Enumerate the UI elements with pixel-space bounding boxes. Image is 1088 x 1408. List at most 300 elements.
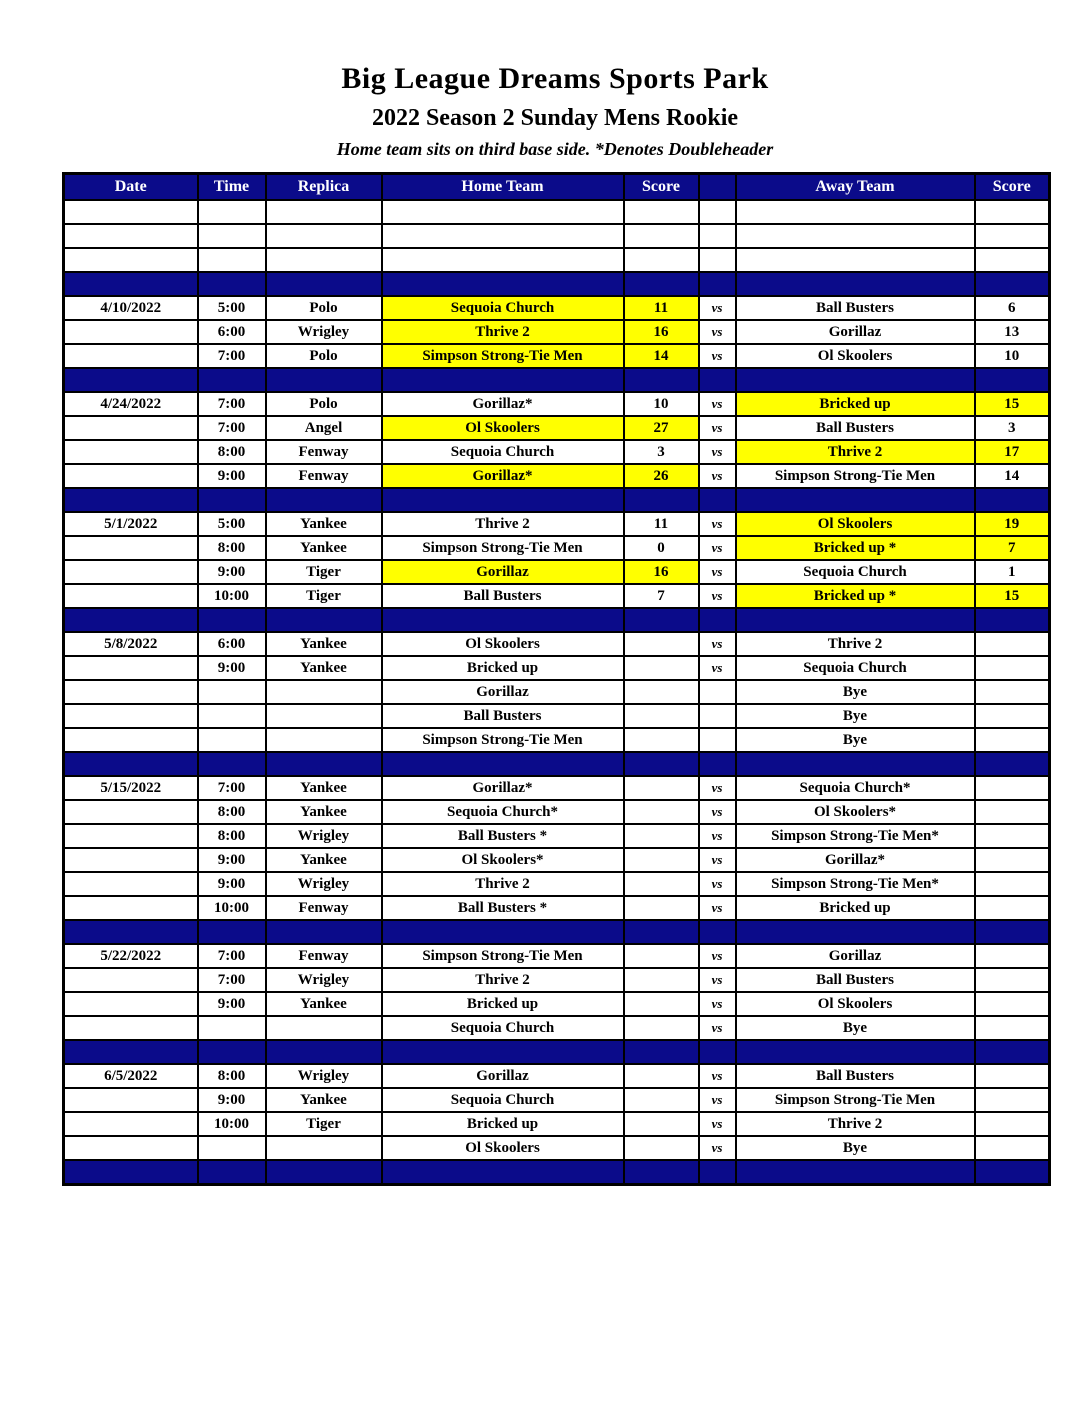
cell-vs — [699, 200, 736, 224]
cell-time: 6:00 — [198, 632, 266, 656]
cell-date — [64, 824, 198, 848]
cell-vs: vs — [699, 464, 736, 488]
cell-vs — [699, 272, 736, 296]
cell-away-team: Simpson Strong-Tie Men* — [736, 872, 975, 896]
cell-home-score: 11 — [624, 512, 699, 536]
cell-date — [64, 536, 198, 560]
cell-home-team: Ball Busters * — [382, 824, 624, 848]
cell-vs — [699, 920, 736, 944]
cell-away-team: Sequoia Church* — [736, 776, 975, 800]
separator-row — [64, 752, 1050, 776]
col-header-away-score: Score — [975, 174, 1050, 201]
cell-vs: vs — [699, 536, 736, 560]
cell-home-team: Thrive 2 — [382, 872, 624, 896]
cell-home-score — [624, 920, 699, 944]
col-header-replica: Replica — [266, 174, 382, 201]
cell-home-team: Bricked up — [382, 1112, 624, 1136]
cell-replica — [266, 272, 382, 296]
cell-home-team: Ball Busters — [382, 584, 624, 608]
game-row — [64, 800, 1050, 824]
cell-replica: Wrigley — [266, 968, 382, 992]
cell-date — [64, 344, 198, 368]
cell-away-score — [975, 656, 1050, 680]
cell-vs: vs — [699, 344, 736, 368]
cell-vs: vs — [699, 392, 736, 416]
cell-away-team: Bye — [736, 1016, 975, 1040]
cell-date — [64, 248, 198, 272]
cell-away-score — [975, 968, 1050, 992]
cell-away-score: 3 — [975, 416, 1050, 440]
cell-vs: vs — [699, 872, 736, 896]
cell-home-score — [624, 968, 699, 992]
cell-home-team — [382, 200, 624, 224]
cell-time — [198, 752, 266, 776]
cell-away-team: Ball Busters — [736, 416, 975, 440]
cell-home-team: Sequoia Church — [382, 296, 624, 320]
cell-replica: Yankee — [266, 512, 382, 536]
cell-home-team — [382, 1160, 624, 1184]
cell-time — [198, 200, 266, 224]
cell-replica: Wrigley — [266, 872, 382, 896]
cell-replica — [266, 704, 382, 728]
cell-date — [64, 200, 198, 224]
col-header-home-score: Score — [624, 174, 699, 201]
cell-time — [198, 704, 266, 728]
cell-away-score — [975, 896, 1050, 920]
cell-away-team — [736, 368, 975, 392]
cell-vs: vs — [699, 992, 736, 1016]
separator-row — [64, 488, 1050, 512]
cell-home-team — [382, 272, 624, 296]
cell-home-team: Thrive 2 — [382, 320, 624, 344]
cell-replica: Polo — [266, 392, 382, 416]
cell-vs: vs — [699, 968, 736, 992]
cell-home-score — [624, 944, 699, 968]
cell-away-score — [975, 368, 1050, 392]
cell-replica — [266, 200, 382, 224]
cell-away-team: Bricked up * — [736, 536, 975, 560]
cell-away-team — [736, 1040, 975, 1064]
cell-away-team — [736, 248, 975, 272]
cell-vs: vs — [699, 944, 736, 968]
game-row — [64, 848, 1050, 872]
cell-replica: Wrigley — [266, 824, 382, 848]
cell-date — [64, 656, 198, 680]
separator-row — [64, 1160, 1050, 1184]
cell-time — [198, 1136, 266, 1160]
cell-vs — [699, 488, 736, 512]
cell-home-team: Gorillaz* — [382, 392, 624, 416]
cell-away-score: 1 — [975, 560, 1050, 584]
cell-away-score — [975, 680, 1050, 704]
cell-date — [64, 560, 198, 584]
cell-away-team: Sequoia Church — [736, 656, 975, 680]
cell-date — [64, 464, 198, 488]
cell-replica: Tiger — [266, 1112, 382, 1136]
cell-date — [64, 1112, 198, 1136]
cell-away-score: 15 — [975, 584, 1050, 608]
cell-away-team: Ol Skoolers — [736, 344, 975, 368]
cell-date: 4/10/2022 — [64, 296, 198, 320]
cell-away-score: 7 — [975, 536, 1050, 560]
cell-away-team: Thrive 2 — [736, 1112, 975, 1136]
cell-away-team: Simpson Strong-Tie Men — [736, 464, 975, 488]
cell-away-score — [975, 1064, 1050, 1088]
cell-time — [198, 224, 266, 248]
cell-replica — [266, 608, 382, 632]
blank-row — [64, 224, 1050, 248]
cell-away-score — [975, 1112, 1050, 1136]
game-row — [64, 536, 1050, 560]
cell-away-score — [975, 704, 1050, 728]
cell-home-score — [624, 1016, 699, 1040]
cell-vs: vs — [699, 320, 736, 344]
cell-away-score — [975, 200, 1050, 224]
cell-time: 7:00 — [198, 344, 266, 368]
cell-date — [64, 608, 198, 632]
cell-time — [198, 1160, 266, 1184]
cell-vs: vs — [699, 1016, 736, 1040]
cell-vs: vs — [699, 1136, 736, 1160]
game-row — [64, 656, 1050, 680]
cell-vs — [699, 752, 736, 776]
cell-home-score — [624, 800, 699, 824]
schedule-table — [62, 172, 1051, 1186]
cell-time — [198, 1016, 266, 1040]
cell-date — [64, 728, 198, 752]
cell-time: 9:00 — [198, 848, 266, 872]
cell-vs: vs — [699, 1064, 736, 1088]
cell-home-score: 10 — [624, 392, 699, 416]
cell-away-team: Bricked up — [736, 392, 975, 416]
cell-replica: Angel — [266, 416, 382, 440]
cell-home-score: 27 — [624, 416, 699, 440]
cell-home-score — [624, 1088, 699, 1112]
cell-away-team: Simpson Strong-Tie Men* — [736, 824, 975, 848]
cell-date: 5/8/2022 — [64, 632, 198, 656]
cell-replica: Tiger — [266, 560, 382, 584]
cell-date: 4/24/2022 — [64, 392, 198, 416]
col-header-away-team: Away Team — [736, 174, 975, 201]
cell-time: 8:00 — [198, 440, 266, 464]
cell-away-score — [975, 872, 1050, 896]
game-row — [64, 560, 1050, 584]
cell-home-team: Gorillaz — [382, 680, 624, 704]
cell-away-score — [975, 848, 1050, 872]
cell-home-score: 7 — [624, 584, 699, 608]
page-subtitle: 2022 Season 2 Sunday Mens Rookie — [371, 105, 739, 131]
cell-replica — [266, 920, 382, 944]
cell-replica: Yankee — [266, 656, 382, 680]
cell-vs — [699, 248, 736, 272]
game-row — [64, 992, 1050, 1016]
game-row — [64, 584, 1050, 608]
cell-replica: Tiger — [266, 584, 382, 608]
cell-vs: vs — [699, 848, 736, 872]
cell-home-score: 0 — [624, 536, 699, 560]
game-row — [64, 680, 1050, 704]
cell-date — [64, 752, 198, 776]
cell-time: 8:00 — [198, 824, 266, 848]
cell-away-team: Ball Busters — [736, 968, 975, 992]
cell-home-team: Sequoia Church* — [382, 800, 624, 824]
cell-time — [198, 368, 266, 392]
cell-date: 6/5/2022 — [64, 1064, 198, 1088]
cell-date — [64, 704, 198, 728]
cell-date — [64, 440, 198, 464]
cell-away-score — [975, 992, 1050, 1016]
cell-home-team — [382, 368, 624, 392]
cell-vs: vs — [699, 296, 736, 320]
cell-time — [198, 272, 266, 296]
cell-date — [64, 584, 198, 608]
cell-home-team: Gorillaz — [382, 1064, 624, 1088]
cell-date — [64, 872, 198, 896]
cell-away-score — [975, 776, 1050, 800]
game-row — [64, 392, 1050, 416]
cell-away-score: 17 — [975, 440, 1050, 464]
cell-home-score — [624, 776, 699, 800]
cell-away-team: Bricked up * — [736, 584, 975, 608]
cell-home-score — [624, 896, 699, 920]
cell-replica — [266, 368, 382, 392]
cell-replica: Polo — [266, 344, 382, 368]
cell-home-score — [624, 680, 699, 704]
cell-away-team — [736, 608, 975, 632]
cell-away-score: 6 — [975, 296, 1050, 320]
cell-replica — [266, 248, 382, 272]
cell-home-team — [382, 1040, 624, 1064]
cell-vs: vs — [699, 656, 736, 680]
separator-row — [64, 1040, 1050, 1064]
cell-away-score — [975, 488, 1050, 512]
separator-row — [64, 920, 1050, 944]
cell-home-score — [624, 608, 699, 632]
cell-home-score — [624, 728, 699, 752]
cell-away-score — [975, 224, 1050, 248]
cell-date — [64, 920, 198, 944]
cell-replica — [266, 488, 382, 512]
separator-row — [64, 272, 1050, 296]
cell-time: 5:00 — [198, 512, 266, 536]
cell-date: 5/22/2022 — [64, 944, 198, 968]
game-row — [64, 824, 1050, 848]
cell-away-team: Gorillaz* — [736, 848, 975, 872]
cell-away-team — [736, 224, 975, 248]
cell-time: 8:00 — [198, 800, 266, 824]
cell-home-team: Sequoia Church — [382, 1088, 624, 1112]
cell-date — [64, 1160, 198, 1184]
cell-replica: Wrigley — [266, 320, 382, 344]
cell-home-team: Thrive 2 — [382, 512, 624, 536]
cell-away-score — [975, 248, 1050, 272]
cell-home-team: Sequoia Church — [382, 1016, 624, 1040]
cell-home-team: Ol Skoolers* — [382, 848, 624, 872]
cell-date — [64, 848, 198, 872]
game-row — [64, 296, 1050, 320]
cell-away-team: Bye — [736, 704, 975, 728]
cell-home-score — [624, 656, 699, 680]
cell-date — [64, 896, 198, 920]
game-row — [64, 944, 1050, 968]
cell-away-team: Thrive 2 — [736, 632, 975, 656]
cell-replica — [266, 1040, 382, 1064]
cell-time — [198, 1040, 266, 1064]
game-row — [64, 512, 1050, 536]
cell-away-team — [736, 272, 975, 296]
cell-home-team: Bricked up — [382, 656, 624, 680]
cell-home-score — [624, 1040, 699, 1064]
cell-time: 7:00 — [198, 944, 266, 968]
cell-time: 7:00 — [198, 416, 266, 440]
cell-home-score — [624, 1160, 699, 1184]
cell-vs — [699, 728, 736, 752]
cell-away-score — [975, 752, 1050, 776]
cell-vs — [699, 224, 736, 248]
cell-time: 10:00 — [198, 1112, 266, 1136]
table-header-row — [64, 174, 1050, 201]
cell-time: 9:00 — [198, 464, 266, 488]
cell-away-team: Ol Skoolers — [736, 512, 975, 536]
cell-home-score: 16 — [624, 320, 699, 344]
page-title: Big League Dreams Sports Park — [341, 62, 769, 95]
cell-vs: vs — [699, 776, 736, 800]
cell-home-team: Gorillaz* — [382, 776, 624, 800]
cell-replica: Fenway — [266, 944, 382, 968]
cell-away-team: Gorillaz — [736, 944, 975, 968]
cell-home-score: 3 — [624, 440, 699, 464]
cell-home-score — [624, 632, 699, 656]
cell-home-team: Simpson Strong-Tie Men — [382, 944, 624, 968]
blank-row — [64, 200, 1050, 224]
cell-away-team: Simpson Strong-Tie Men — [736, 1088, 975, 1112]
cell-time: 10:00 — [198, 896, 266, 920]
cell-time: 8:00 — [198, 1064, 266, 1088]
cell-replica: Yankee — [266, 992, 382, 1016]
cell-away-score — [975, 1088, 1050, 1112]
game-row — [64, 872, 1050, 896]
cell-vs — [699, 1040, 736, 1064]
cell-date — [64, 992, 198, 1016]
cell-home-score — [624, 488, 699, 512]
cell-away-score — [975, 1016, 1050, 1040]
cell-home-team — [382, 920, 624, 944]
cell-vs — [699, 680, 736, 704]
cell-home-score: 14 — [624, 344, 699, 368]
cell-replica — [266, 224, 382, 248]
cell-time: 7:00 — [198, 776, 266, 800]
cell-home-team: Simpson Strong-Tie Men — [382, 344, 624, 368]
cell-replica — [266, 680, 382, 704]
cell-home-team: Sequoia Church — [382, 440, 624, 464]
cell-away-score — [975, 1160, 1050, 1184]
cell-away-team: Thrive 2 — [736, 440, 975, 464]
cell-vs: vs — [699, 440, 736, 464]
cell-time: 9:00 — [198, 656, 266, 680]
cell-away-team: Gorillaz — [736, 320, 975, 344]
game-row — [64, 728, 1050, 752]
cell-date — [64, 368, 198, 392]
cell-home-team: Ball Busters * — [382, 896, 624, 920]
cell-away-team: Ol Skoolers* — [736, 800, 975, 824]
cell-time — [198, 728, 266, 752]
cell-home-score — [624, 824, 699, 848]
game-row — [64, 704, 1050, 728]
cell-vs: vs — [699, 800, 736, 824]
cell-vs — [699, 608, 736, 632]
cell-date — [64, 1088, 198, 1112]
game-row — [64, 416, 1050, 440]
cell-home-team: Simpson Strong-Tie Men — [382, 728, 624, 752]
cell-away-team: Bricked up — [736, 896, 975, 920]
cell-away-score — [975, 728, 1050, 752]
cell-away-score: 15 — [975, 392, 1050, 416]
cell-away-score — [975, 944, 1050, 968]
cell-vs: vs — [699, 632, 736, 656]
cell-away-score: 19 — [975, 512, 1050, 536]
game-row — [64, 1112, 1050, 1136]
cell-time — [198, 920, 266, 944]
cell-home-score — [624, 992, 699, 1016]
cell-home-team: Thrive 2 — [382, 968, 624, 992]
cell-time: 8:00 — [198, 536, 266, 560]
separator-row — [64, 368, 1050, 392]
cell-time — [198, 680, 266, 704]
cell-date — [64, 320, 198, 344]
cell-vs: vs — [699, 1088, 736, 1112]
cell-time — [198, 488, 266, 512]
game-row — [64, 896, 1050, 920]
col-header-date: Date — [64, 174, 198, 201]
cell-vs — [699, 368, 736, 392]
cell-vs: vs — [699, 824, 736, 848]
game-row — [64, 320, 1050, 344]
separator-row — [64, 608, 1050, 632]
cell-time: 5:00 — [198, 296, 266, 320]
cell-away-team — [736, 920, 975, 944]
cell-away-score: 14 — [975, 464, 1050, 488]
cell-home-score — [624, 224, 699, 248]
cell-home-score — [624, 848, 699, 872]
cell-date — [64, 224, 198, 248]
col-header-vs — [699, 174, 736, 201]
cell-replica: Yankee — [266, 536, 382, 560]
cell-home-team: Ol Skoolers — [382, 1136, 624, 1160]
cell-date — [64, 1016, 198, 1040]
cell-date: 5/1/2022 — [64, 512, 198, 536]
cell-replica: Polo — [266, 296, 382, 320]
cell-vs: vs — [699, 560, 736, 584]
cell-vs — [699, 1160, 736, 1184]
cell-away-score — [975, 920, 1050, 944]
blank-row — [64, 248, 1050, 272]
cell-away-team — [736, 1160, 975, 1184]
game-row — [64, 344, 1050, 368]
game-row — [64, 1016, 1050, 1040]
cell-home-score — [624, 704, 699, 728]
cell-away-team: Sequoia Church — [736, 560, 975, 584]
cell-away-score — [975, 608, 1050, 632]
game-row — [64, 1136, 1050, 1160]
cell-date: 5/15/2022 — [64, 776, 198, 800]
cell-date — [64, 1136, 198, 1160]
cell-time: 6:00 — [198, 320, 266, 344]
cell-away-score — [975, 824, 1050, 848]
cell-home-team: Ol Skoolers — [382, 632, 624, 656]
cell-home-team: Ol Skoolers — [382, 416, 624, 440]
game-row — [64, 776, 1050, 800]
cell-home-score: 26 — [624, 464, 699, 488]
